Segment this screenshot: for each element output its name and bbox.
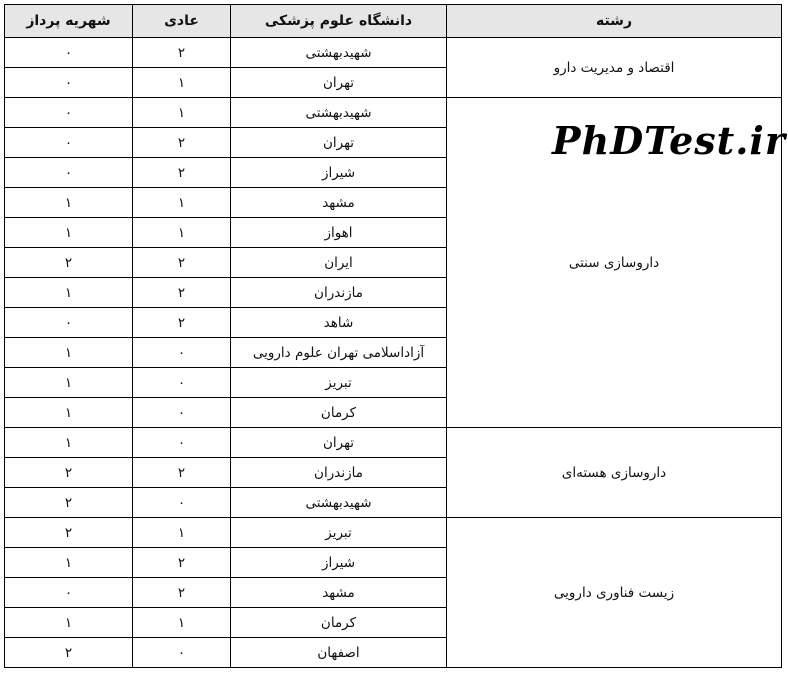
regular-cell: ۲ <box>133 548 231 578</box>
regular-cell: ۱ <box>133 608 231 638</box>
university-cell: مازندران <box>231 278 447 308</box>
university-cell: تهران <box>231 428 447 458</box>
university-cell: شیراز <box>231 548 447 578</box>
admissions-table <box>4 4 782 668</box>
regular-cell: ۲ <box>133 458 231 488</box>
university-cell: کرمان <box>231 608 447 638</box>
tuition-cell: ۱ <box>5 338 133 368</box>
field-cell: داروسازی هسته‌ای <box>447 428 782 518</box>
regular-cell: ۰ <box>133 368 231 398</box>
university-cell: شیراز <box>231 158 447 188</box>
watermark-logo: PhDTest.ir <box>552 118 786 163</box>
field-cell: اقتصاد و مدیریت دارو <box>447 38 782 98</box>
header-university: دانشگاه علوم پزشکی <box>231 5 447 38</box>
tuition-cell: ۰ <box>5 578 133 608</box>
regular-cell: ۲ <box>133 278 231 308</box>
tuition-cell: ۰ <box>5 38 133 68</box>
tuition-cell: ۱ <box>5 278 133 308</box>
university-cell: آزاداسلامی تهران علوم دارویی <box>231 338 447 368</box>
university-cell: مشهد <box>231 188 447 218</box>
university-cell: اصفهان <box>231 638 447 668</box>
table-row <box>5 428 782 458</box>
university-cell: تهران <box>231 128 447 158</box>
tuition-cell: ۱ <box>5 608 133 638</box>
university-cell: اهواز <box>231 218 447 248</box>
tuition-cell: ۲ <box>5 248 133 278</box>
tuition-cell: ۲ <box>5 458 133 488</box>
university-cell: مازندران <box>231 458 447 488</box>
regular-cell: ۲ <box>133 248 231 278</box>
tuition-cell: ۲ <box>5 518 133 548</box>
tuition-cell: ۱ <box>5 188 133 218</box>
table-row <box>5 38 782 68</box>
university-cell: شاهد <box>231 308 447 338</box>
tuition-cell: ۰ <box>5 98 133 128</box>
regular-cell: ۱ <box>133 218 231 248</box>
regular-cell: ۱ <box>133 518 231 548</box>
tuition-cell: ۱ <box>5 428 133 458</box>
tuition-cell: ۱ <box>5 398 133 428</box>
regular-cell: ۲ <box>133 38 231 68</box>
regular-cell: ۰ <box>133 638 231 668</box>
header-field: رشته <box>447 5 782 38</box>
regular-cell: ۰ <box>133 398 231 428</box>
header-regular: عادی <box>133 5 231 38</box>
university-cell: ایران <box>231 248 447 278</box>
regular-cell: ۰ <box>133 428 231 458</box>
regular-cell: ۱ <box>133 68 231 98</box>
tuition-cell: ۱ <box>5 368 133 398</box>
tuition-cell: ۰ <box>5 308 133 338</box>
regular-cell: ۲ <box>133 308 231 338</box>
university-cell: تهران <box>231 68 447 98</box>
regular-cell: ۱ <box>133 98 231 128</box>
tuition-cell: ۱ <box>5 218 133 248</box>
regular-cell: ۰ <box>133 338 231 368</box>
university-cell: شهیدبهشتی <box>231 98 447 128</box>
tuition-cell: ۲ <box>5 488 133 518</box>
tuition-cell: ۰ <box>5 68 133 98</box>
regular-cell: ۲ <box>133 578 231 608</box>
university-cell: کرمان <box>231 398 447 428</box>
tuition-cell: ۰ <box>5 128 133 158</box>
university-cell: مشهد <box>231 578 447 608</box>
regular-cell: ۲ <box>133 158 231 188</box>
field-cell: داروسازی سنتی <box>447 98 782 428</box>
field-cell: زیست فناوری دارویی <box>447 518 782 668</box>
tuition-cell: ۲ <box>5 638 133 668</box>
regular-cell: ۰ <box>133 488 231 518</box>
university-cell: تبریز <box>231 368 447 398</box>
table-row <box>5 518 782 548</box>
tuition-cell: ۱ <box>5 548 133 578</box>
header-tuition: شهریه پرداز <box>5 5 133 38</box>
university-cell: تبریز <box>231 518 447 548</box>
university-cell: شهیدبهشتی <box>231 38 447 68</box>
header-row <box>5 5 782 38</box>
regular-cell: ۱ <box>133 188 231 218</box>
university-cell: شهیدبهشتی <box>231 488 447 518</box>
tuition-cell: ۰ <box>5 158 133 188</box>
regular-cell: ۲ <box>133 128 231 158</box>
